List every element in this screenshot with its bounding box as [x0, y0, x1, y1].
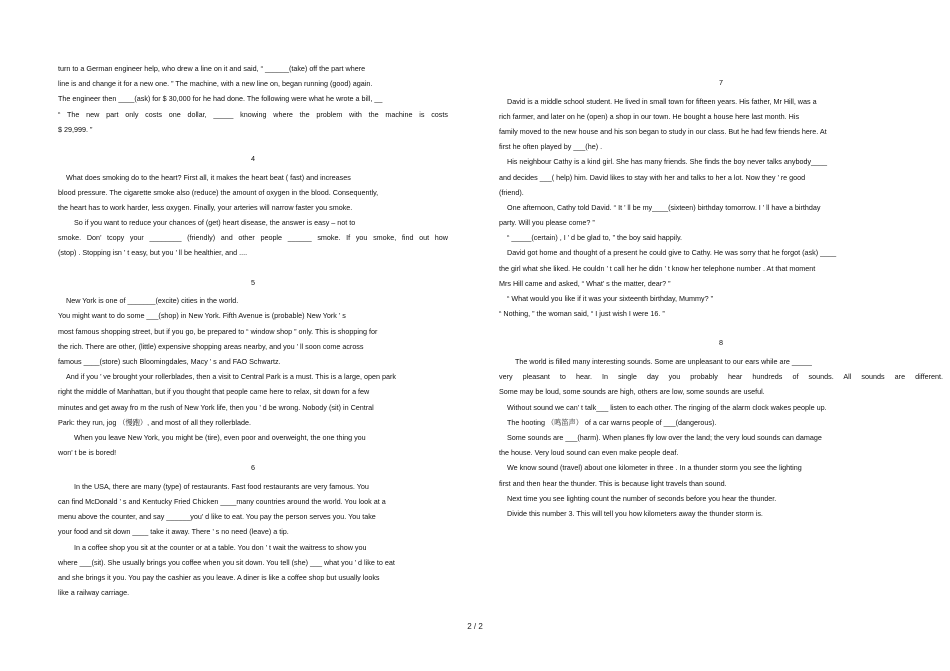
left-text-line: your food and sit down ____ take it away. There ’ s no need (leave) a tip. [58, 527, 289, 537]
right-text-line: first he often played by ___(he) . [499, 142, 603, 152]
right-text-line: David is a middle school student. He lived in small town for fifteen years. His father, Mr Hill, was a [507, 96, 817, 106]
right-text-line: David got home and thought of a present he could give to Cathy. He was sorry that he forgot (ask) ____ [507, 248, 837, 258]
left-text-line: When you leave New York, you might be (tire), even poor and overweight, the one thing you [74, 432, 366, 442]
right-text-line: “ _____(certain) , I ’ d be glad to, ” the boy said happily. [507, 233, 682, 243]
left-column [58, 64, 448, 603]
left-text-line: and she brings it you. You pay the cashier as you leave. A diner is like a coffee shop but usually looks [58, 573, 380, 583]
left-text-line: And if you ’ ve brought your rollerblades, then a visit to Central Park is a must. This is a large, open park [66, 372, 396, 382]
left-text-line: New York is one of _______(excite) cities in the world. [66, 296, 239, 306]
right-text-line: The world is filled many interesting sounds. Some are unpleasant to our ears while are _____ [515, 357, 812, 366]
right-text-line: Next time you see lighting count the number of seconds before you hear the thunder. [507, 493, 777, 503]
left-text-line: In the USA, there are many (type) of restaurants. Fast food restaurants are very famous. You [74, 481, 369, 491]
right-text-line: His neighbour Cathy is a kind girl. She has many friends. She finds the boy never talks anybody____ [507, 157, 828, 167]
left-section-number: 4 [251, 153, 255, 163]
right-spacer [499, 324, 943, 334]
left-text-line: So if you want to reduce your chances of (get) heart disease, the answer is easy – not to [74, 218, 356, 228]
right-section-number: 8 [719, 338, 723, 348]
right-text-line: Divide this number 3. This will tell you how kilometers away the thunder storm is. [507, 508, 763, 518]
left-text-line: What does smoking do to the heart? First all, it makes the heart beat ( fast) and increases [66, 172, 351, 182]
right-text-line: the house. Very loud sound can even make people deaf. [499, 448, 679, 458]
right-column [499, 64, 943, 524]
left-text-line: most famous shopping street, but if you go, be prepared to “ window shop ” only. This is shopping for [58, 326, 378, 336]
left-section-number: 6 [251, 463, 255, 473]
left-spacer [58, 140, 448, 150]
left-text-line: blood pressure. The cigarette smoke also (reduce) the amount of oxygen in the blood. Consequently, [58, 187, 379, 197]
left-text-line: minutes and get away fro m the rush of New York life, then you ’ d be wrong. Nobody (sit) in Central [58, 402, 374, 412]
right-text-line: family moved to the new house and his son began to study in our class. But he had few friends here. At [499, 126, 827, 136]
right-text-line: very pleasant to hear. In single day you probably hear hundreds of sounds. All sounds are different. [499, 372, 943, 382]
left-text-line: line is and change it for a new one. ” The machine, with a new line on, began running (good) again. [58, 79, 373, 89]
right-text-line: party. Will you please come? ” [499, 218, 595, 228]
left-text-line: where ___(sit). She usually brings you coffee when you sit down. You tell (she) ___ what you ’ d like to eat [58, 557, 395, 567]
right-text-line: One afternoon, Cathy told David. “ It ’ ll be my____(sixteen) birthday tomorrow. I ’ ll have a birthday [507, 202, 821, 212]
left-spacer [58, 264, 448, 274]
left-text-line: The engineer then ____(ask) for $ 30,000 for he had done. The following were what he wrote a bill, __ [58, 94, 383, 104]
page-number: 2 / 2 [467, 622, 483, 631]
right-spacer [499, 64, 943, 74]
left-text-line: right the middle of Manhattan, but if you thought that people came here to relax, sit down for a few [58, 387, 370, 397]
right-text-line: Some sounds are ___(harm). When planes fly low over the land; the very loud sounds can damage [507, 432, 822, 442]
left-text-line: the rich. There are other, (little) expensive shopping areas nearby, and you ’ ll soon come across [58, 341, 364, 351]
left-text-line: “ The new part only costs one dollar, _____ knowing where the problem with the machine is costs [58, 109, 448, 119]
left-text-line: (stop) . Stopping isn ’ t easy, but you ’ ll be healthier, and .... [58, 248, 248, 258]
right-text-line: (friend). [499, 187, 524, 197]
left-text-line: menu above the counter, and say ______you’ d like to eat. You pay the person serves you. You take [58, 512, 376, 522]
left-text-line: $ 29,999. ” [58, 124, 93, 134]
right-text-line: The hooting （鸣笛声） of a car warns people of ___(dangerous). [507, 417, 717, 427]
right-text-line: rich farmer, and later on he (open) a shop in our town. He bought a house here last month. His [499, 111, 800, 121]
right-text-line: “ What would you like if it was your sixteenth birthday, Mummy? ” [507, 294, 713, 304]
left-text-line: famous ____(store) such Bloomingdales, Macy ’ s and FAO Schwartz. [58, 357, 281, 366]
left-text-line: smoke. Don’ tcopy your ________ (friendly) and other people ______ smoke. If you smoke, find out how [58, 233, 448, 243]
right-text-line: the girl what she liked. He couldn ’ t call her he didn ’ t know her telephone number . At that moment [499, 263, 816, 273]
left-text-line: Park: they run, jog （慢跑）, and most of all they rollerblade. [58, 417, 251, 427]
left-text-line: In a coffee shop you sit at the counter or at a table. You don ’ t wait the waitress to show you [74, 542, 367, 552]
right-text-line: We know sound (travel) about one kilometer in three . In a thunder storm you see the lighting [507, 463, 802, 473]
right-text-line: Without sound we can’ t talk___ listen to each other. The ringing of the alarm clock wakes people up. [507, 402, 827, 412]
left-section-number: 5 [251, 277, 255, 287]
left-text-line: won’ t be is bored! [58, 448, 117, 458]
left-text-line: turn to a German engineer help, who drew a line on it and said, “ ______(take) off the part where [58, 64, 366, 73]
left-text-line: can find McDonald ’ s and Kentucky Fried Chicken ____many countries around the world. You look at a [58, 497, 386, 507]
left-text-line: the heart has to work harder, less oxygen. Finally, your arteries will narrow faster you smoke. [58, 202, 353, 212]
right-section-number: 7 [719, 78, 723, 87]
right-text-line: Mrs Hill came and asked, “ What’ s the matter, dear? ” [499, 278, 671, 288]
right-text-line: “ Nothing, ” the woman said, “ I just wish I were 16. ” [499, 309, 665, 319]
right-text-line: Some may be loud, some sounds are high, others are low, some sounds are useful. [499, 387, 765, 397]
right-text-line: first and then hear the thunder. This is because light travels than sound. [499, 478, 727, 488]
left-text-line: You might want to do some ___(shop) in New York. Fifth Avenue is (probable) New York ’ s [58, 311, 346, 321]
right-text-line: and decides ___( help) him. David likes to stay with her and talks to her a lot. Now they ’ re good [499, 172, 806, 182]
left-text-line: like a railway carriage. [58, 588, 130, 598]
